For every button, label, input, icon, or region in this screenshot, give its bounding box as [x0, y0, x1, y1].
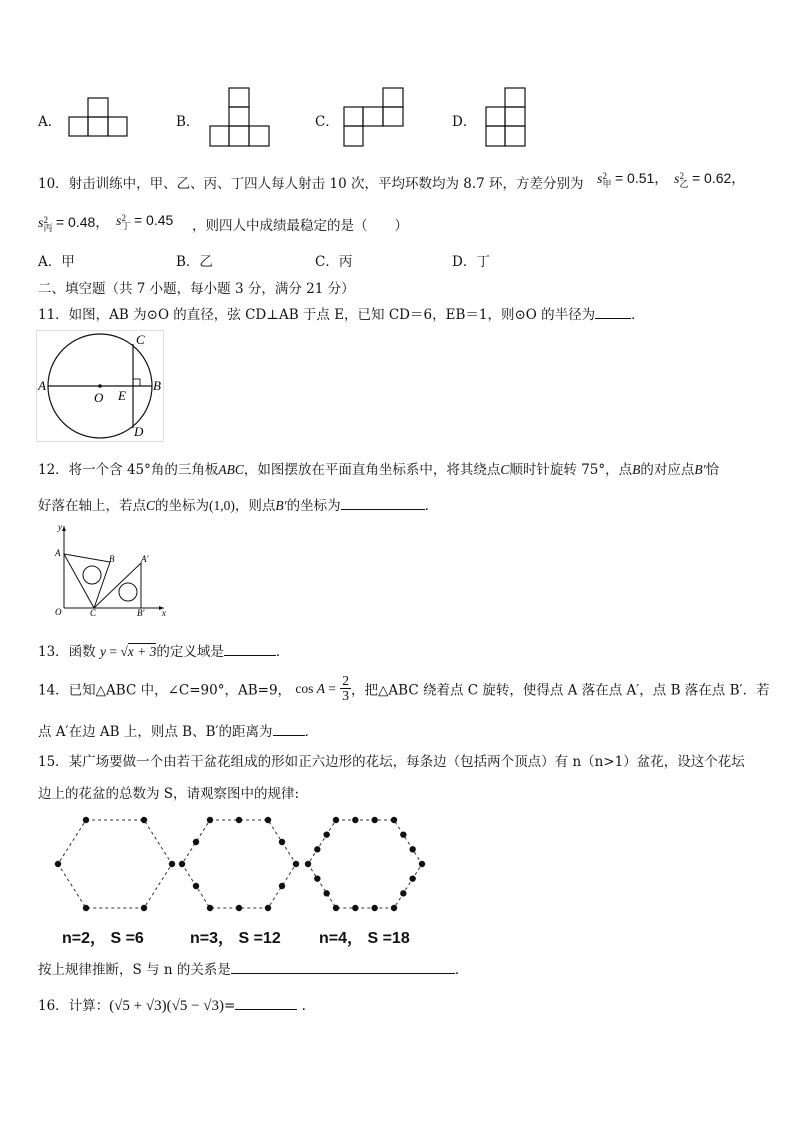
q12-label-a: A	[55, 548, 61, 558]
flower-pot-dot	[265, 817, 271, 823]
q12-label-y: y	[58, 522, 62, 532]
q15-line1: 15．某广场要做一个由若干盆花组成的形如正六边形的花坛，每条边（包括两个顶点）有 n（n>1）盆花，设这个花坛	[38, 754, 745, 770]
flower-pot-dot	[293, 861, 299, 867]
q10-variance-bing: s2 丙 = 0.48，	[38, 214, 110, 233]
q15-line2: 边上的花盆的总数为 S，请观察图中的规律:	[38, 786, 300, 802]
q16-answer-blank[interactable]	[235, 997, 297, 1010]
q10-text2: ，则四人中成绩最稳定的是（ ）	[192, 218, 408, 234]
q10-number: 10．	[38, 176, 69, 192]
flower-pot-dot	[323, 890, 329, 896]
flower-pot-dot	[279, 883, 285, 889]
q9-option-a-figure	[68, 96, 130, 138]
q9-option-d-figure	[484, 86, 528, 148]
q12-label-c: C	[90, 608, 97, 616]
q11-label-b: B	[153, 378, 161, 393]
flower-pot-dot	[391, 817, 397, 823]
flower-pot-dot	[236, 817, 242, 823]
flower-pot-dot	[83, 905, 89, 911]
q12-label-b: B	[109, 554, 115, 564]
flower-pot-dot	[400, 831, 406, 837]
flower-pot-dot	[207, 905, 213, 911]
q10-variance-ding: s2 丁 = 0.45	[116, 212, 174, 231]
flower-pot-dot	[371, 905, 377, 911]
flower-pot-dot	[419, 861, 425, 867]
section-heading: 二、填空题（共 7 小题，每小题 3 分，满分 21 分）	[38, 281, 355, 297]
q13-answer-blank[interactable]	[224, 643, 276, 656]
flower-pot-dot	[169, 861, 175, 867]
flower-pot-dot	[236, 905, 242, 911]
q15-caption-2: n=3， S =12	[190, 930, 281, 947]
q11-circle-figure	[36, 330, 164, 442]
flower-pot-dot	[323, 831, 329, 837]
q9-option-c-label: C．	[315, 114, 339, 130]
q10-option-a: A．甲	[38, 254, 75, 270]
q12-line2: 好落在轴上，若点C的坐标为(1,0)，则点B′的坐标为 ．	[38, 498, 439, 514]
q15-hexagon-figure	[44, 812, 444, 916]
q11-label-o: O	[94, 390, 104, 405]
q10-variance-jia: s2 甲 = 0.51，	[597, 170, 669, 189]
flower-pot-dot	[141, 905, 147, 911]
q16-text: 16．计算：(√5 + √3)(√5 − √3)= .	[38, 998, 306, 1014]
flower-pot-dot	[207, 817, 213, 823]
flower-pot-dot	[371, 817, 377, 823]
flower-pot-dot	[333, 817, 339, 823]
q16-expression: (√5 + √3)(√5 − √3)	[109, 998, 225, 1014]
flower-pot-dot	[305, 861, 311, 867]
q10-line1	[38, 172, 584, 192]
q15-conclusion: 按上规律推断，S 与 n 的关系是 ．	[38, 962, 469, 978]
flower-pot-dot	[409, 846, 415, 852]
flower-pot-dot	[391, 905, 397, 911]
q11-label-a: A	[38, 378, 46, 393]
q12-label-x: x	[162, 608, 166, 616]
q14-line2: 点 A′在边 AB 上，则点 B、B′的距离为 ．	[38, 724, 319, 740]
flower-pot-dot	[193, 883, 199, 889]
q14-answer-blank[interactable]	[273, 723, 305, 736]
flower-pot-dot	[400, 890, 406, 896]
q14-fraction: $\frac{2}{3}$	[342, 673, 350, 703]
q12-coordinate-figure	[48, 520, 172, 616]
q10-option-d: D．丁	[452, 254, 490, 270]
q11-label-c: C	[136, 332, 145, 347]
q9-option-b-figure	[208, 86, 272, 148]
q9-option-b-label: B．	[176, 114, 200, 130]
q15-caption-3: n=4， S =18	[319, 930, 410, 947]
q10-option-c: C．丙	[315, 254, 353, 270]
flower-pot-dot	[55, 861, 61, 867]
q15-answer-blank[interactable]	[231, 961, 455, 974]
q10-variance-yi: s2 乙 = 0.62，	[674, 170, 746, 189]
q10-option-b: B．乙	[176, 254, 213, 270]
q11-label-d: D	[134, 424, 144, 439]
flower-pot-dot	[314, 846, 320, 852]
flower-pot-dot	[409, 875, 415, 881]
flower-pot-dot	[314, 875, 320, 881]
q9-option-d-label: D．	[452, 114, 477, 130]
q9-option-a-label: A．	[38, 114, 62, 130]
flower-pot-dot	[352, 817, 358, 823]
flower-pot-dot	[265, 905, 271, 911]
flower-pot-dot	[193, 839, 199, 845]
q14-line1: 14．已知△ABC 中，∠C=90°，AB=9， cos A = $\frac{2}{3}$ ，把△ABC 绕着点 C 旋转，使得点 A 落在点 A′，点 B 落在点 B′．若	[38, 673, 770, 703]
q12-label-o: O	[55, 607, 62, 616]
flower-pot-dot	[83, 817, 89, 823]
flower-pot-dot	[179, 861, 185, 867]
q12-line1: 12．将一个含 45°角的三角板ABC，如图摆放在平面直角坐标系中，将其绕点C顺时针旋转 75°，点B的对应点B′恰	[38, 462, 720, 478]
q12-answer-blank[interactable]	[341, 497, 425, 510]
q15-caption-1: n=2， S =6	[62, 930, 144, 947]
q12-label-b-prime: B′	[137, 608, 145, 616]
q9-option-c-figure	[342, 86, 406, 148]
q13-text: 13．函数 y = √x + 3的定义域是 ．	[38, 644, 290, 660]
q11-answer-blank[interactable]	[595, 306, 631, 319]
q12-label-a-prime: A′	[141, 554, 149, 564]
flower-pot-dot	[141, 817, 147, 823]
q11-text: 11．如图，AB 为⊙O 的直径，弦 CD⊥AB 于点 E，已知 CD＝6，EB＝1，则⊙O 的半径为 ．	[38, 307, 645, 323]
q11-label-e: E	[118, 388, 126, 403]
flower-pot-dot	[352, 905, 358, 911]
flower-pot-dot	[279, 839, 285, 845]
flower-pot-dot	[333, 905, 339, 911]
q10-text1: 射击训练中，甲、乙、丙、丁四人每人射击 10 次，平均环数均为 8.7 环，方差分别为	[68, 176, 584, 192]
